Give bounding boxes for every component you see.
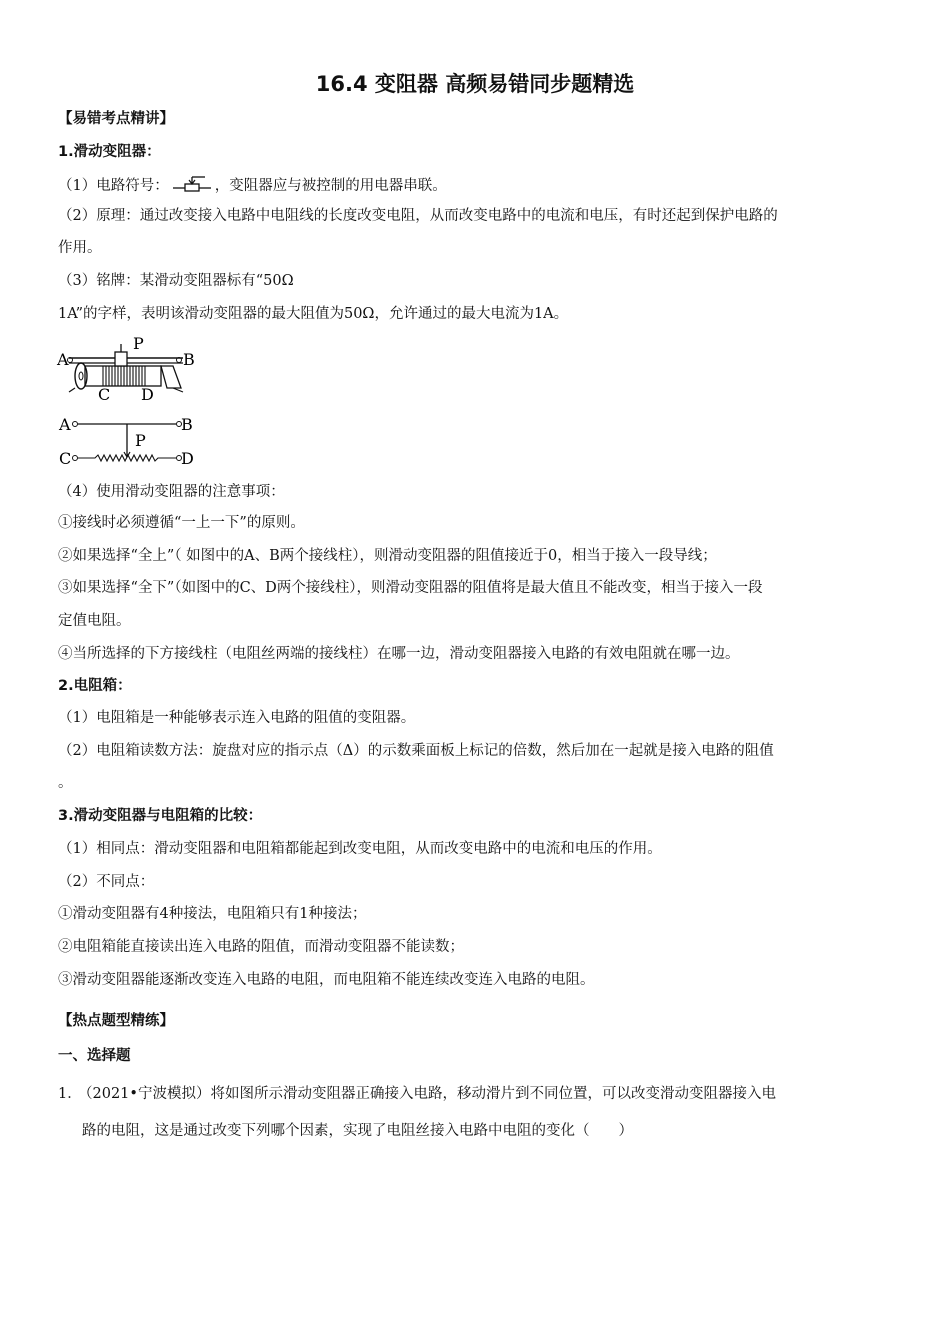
precaution-4: ④当所选择的下方接线柱（电阻丝两端的接线柱）在哪一边，滑动变阻器接入电路的有效电阻就在哪一边。 bbox=[58, 646, 740, 662]
schematic-d-label: D bbox=[181, 449, 194, 468]
rheostat-symbol-icon bbox=[171, 174, 213, 198]
heading-comparison: 3.滑动变阻器与电阻箱的比较： bbox=[58, 808, 263, 824]
principle-line-2: 作用。 bbox=[58, 240, 102, 256]
circuit-symbol-prefix: （1）电路符号： bbox=[58, 178, 169, 194]
precaution-1: ①接线时必须遵循“一上一下”的原则。 bbox=[58, 515, 305, 531]
resistance-box-line-2b: 。 bbox=[58, 775, 73, 791]
nameplate-line-2: 1A”的字样，表明该滑动变阻器的最大阻值为50Ω，允许通过的最大电流为1A。 bbox=[58, 306, 569, 322]
schematic-a-label: A bbox=[59, 415, 71, 434]
precaution-3-line-2: 定值电阻。 bbox=[58, 613, 131, 629]
precautions-heading: （4）使用滑动变阻器的注意事项： bbox=[58, 484, 285, 500]
section-heading-practice: 【热点题型精练】 bbox=[58, 1013, 174, 1029]
terminal-c-label: C bbox=[98, 385, 111, 404]
difference-1: ①滑动变阻器有4种接法，电阻箱只有1种接法； bbox=[58, 906, 367, 922]
resistance-box-line-2a: （2）电阻箱读数方法：旋盘对应的指示点（Δ）的示数乘面板上标记的倍数，然后加在一起就是接入电路的阻值 bbox=[58, 743, 774, 759]
precaution-3-line-1: ③如果选择“全下”（如图中的C、D两个接线柱），则滑动变阻器的阻值将是最大值且不能改变，相当于接入一段 bbox=[58, 580, 763, 596]
difference-3: ③滑动变阻器能逐渐改变连入电路的电阻，而电阻箱不能连续改变连入电路的电阻。 bbox=[58, 972, 595, 988]
principle-line-1: （2）原理：通过改变接入电路中电阻线的长度改变电阻，从而改变电路中的电流和电压，有时还起到保护电路的 bbox=[58, 208, 778, 224]
terminal-d-label: D bbox=[141, 385, 154, 404]
terminal-a-label: A bbox=[57, 350, 69, 369]
difference-2: ②电阻箱能直接读出连入电路的阻值，而滑动变阻器不能读数； bbox=[58, 939, 464, 955]
question-1-line-2: 路的电阻，这是通过改变下列哪个因素，实现了电阻丝接入电路中电阻的变化（ ） bbox=[82, 1123, 633, 1139]
terminal-b-label: B bbox=[183, 350, 195, 369]
precaution-2: ②如果选择“全上”（ 如图中的A、B两个接线柱），则滑动变阻器的阻值接近于0，相当于接入一段导线； bbox=[58, 548, 717, 564]
comparison-differences-heading: （2）不同点： bbox=[58, 874, 155, 890]
circuit-symbol-line bbox=[58, 174, 447, 198]
slider-p-label: P bbox=[133, 334, 144, 353]
page-title: 16.4 变阻器 高频易错同步题精选 bbox=[315, 72, 635, 96]
heading-resistance-box: 2.电阻箱： bbox=[58, 678, 132, 694]
rheostat-schematic-figure bbox=[55, 410, 205, 472]
part-heading-choice: 一、选择题 bbox=[58, 1048, 131, 1064]
resistance-box-line-1: （1）电阻箱是一种能够表示连入电路的阻值的变阻器。 bbox=[58, 710, 416, 726]
heading-slide-rheostat: 1.滑动变阻器： bbox=[58, 144, 161, 160]
schematic-p-label: P bbox=[135, 431, 146, 450]
comparison-similarity: （1）相同点：滑动变阻器和电阻箱都能起到改变电阻，从而改变电路中的电流和电压的作用。 bbox=[58, 841, 662, 857]
rheostat-physical-figure bbox=[55, 332, 205, 410]
question-1-line-1: （2021•宁波模拟）将如图所示滑动变阻器正确接入电路，移动滑片到不同位置，可以改变滑动变阻器接入电 bbox=[78, 1086, 776, 1102]
schematic-b-label: B bbox=[181, 415, 193, 434]
schematic-c-label: C bbox=[59, 449, 72, 468]
question-1-number: 1． bbox=[58, 1086, 82, 1102]
section-heading-points: 【易错考点精讲】 bbox=[58, 111, 174, 127]
nameplate-line-1: （3）铭牌：某滑动变阻器标有“50Ω bbox=[58, 273, 294, 289]
circuit-symbol-suffix: ，变阻器应与被控制的用电器串联。 bbox=[214, 178, 447, 194]
